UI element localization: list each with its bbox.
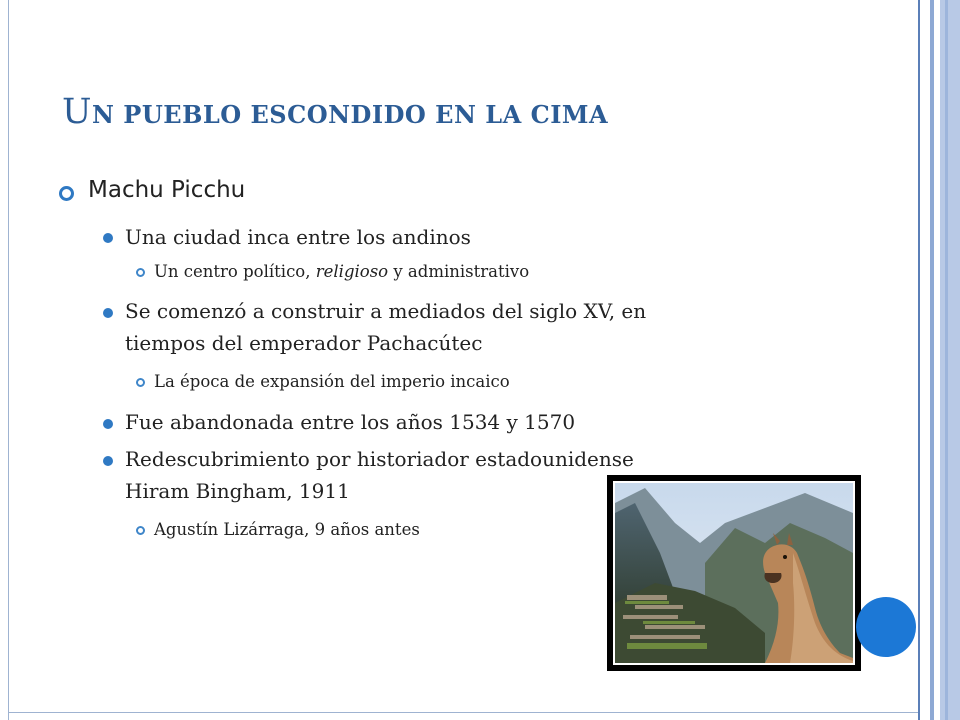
bullet-text: Redescubrimiento por historiador estadounidense (125, 447, 634, 471)
ring-bullet-icon (59, 186, 74, 201)
photo-illustration (615, 483, 853, 663)
bullet-text: La época de expansión del imperio incaico (154, 372, 510, 391)
title-rest: N PUEBLO ESCONDIDO EN LA CIMA (92, 100, 609, 129)
ring-bullet-icon (136, 378, 145, 387)
dot-bullet-icon (103, 419, 113, 429)
photo-frame (607, 475, 861, 671)
ring-bullet-icon (136, 526, 145, 535)
accent-circle (856, 597, 916, 657)
bullet-text (154, 262, 529, 281)
bullet-text: Fue abandonada entre los años 1534 y 1570 (125, 410, 576, 434)
bullet-text: Se comenzó a construir a mediados del siglo XV, en (125, 299, 647, 323)
dot-bullet-icon (103, 308, 113, 318)
bullet-text: Machu Picchu (88, 177, 246, 203)
side-band-gap (920, 0, 930, 720)
ring-bullet-icon (136, 268, 145, 277)
bullet-text: Una ciudad inca entre los andinos (125, 225, 471, 249)
bullet-text-continued: Hiram Bingham, 1911 (125, 479, 350, 503)
side-band-stripe (945, 0, 948, 720)
title-initial: U (62, 92, 92, 132)
bullet-text-part: Un centro político, (154, 262, 316, 281)
side-band (940, 0, 960, 720)
bullet-text-italic: religioso (315, 262, 389, 281)
slide-bottom-border (8, 712, 920, 713)
machu-picchu-llama-photo (613, 481, 855, 665)
dot-bullet-icon (103, 233, 113, 243)
slide-left-border (8, 0, 9, 720)
bullet-text-continued: tiempos del emperador Pachacútec (125, 331, 483, 355)
bullet-text-part: y administrativo (388, 262, 530, 281)
dot-bullet-icon (103, 456, 113, 466)
slide-title (62, 92, 608, 132)
bullet-text: Agustín Lizárraga, 9 años antes (154, 520, 420, 539)
